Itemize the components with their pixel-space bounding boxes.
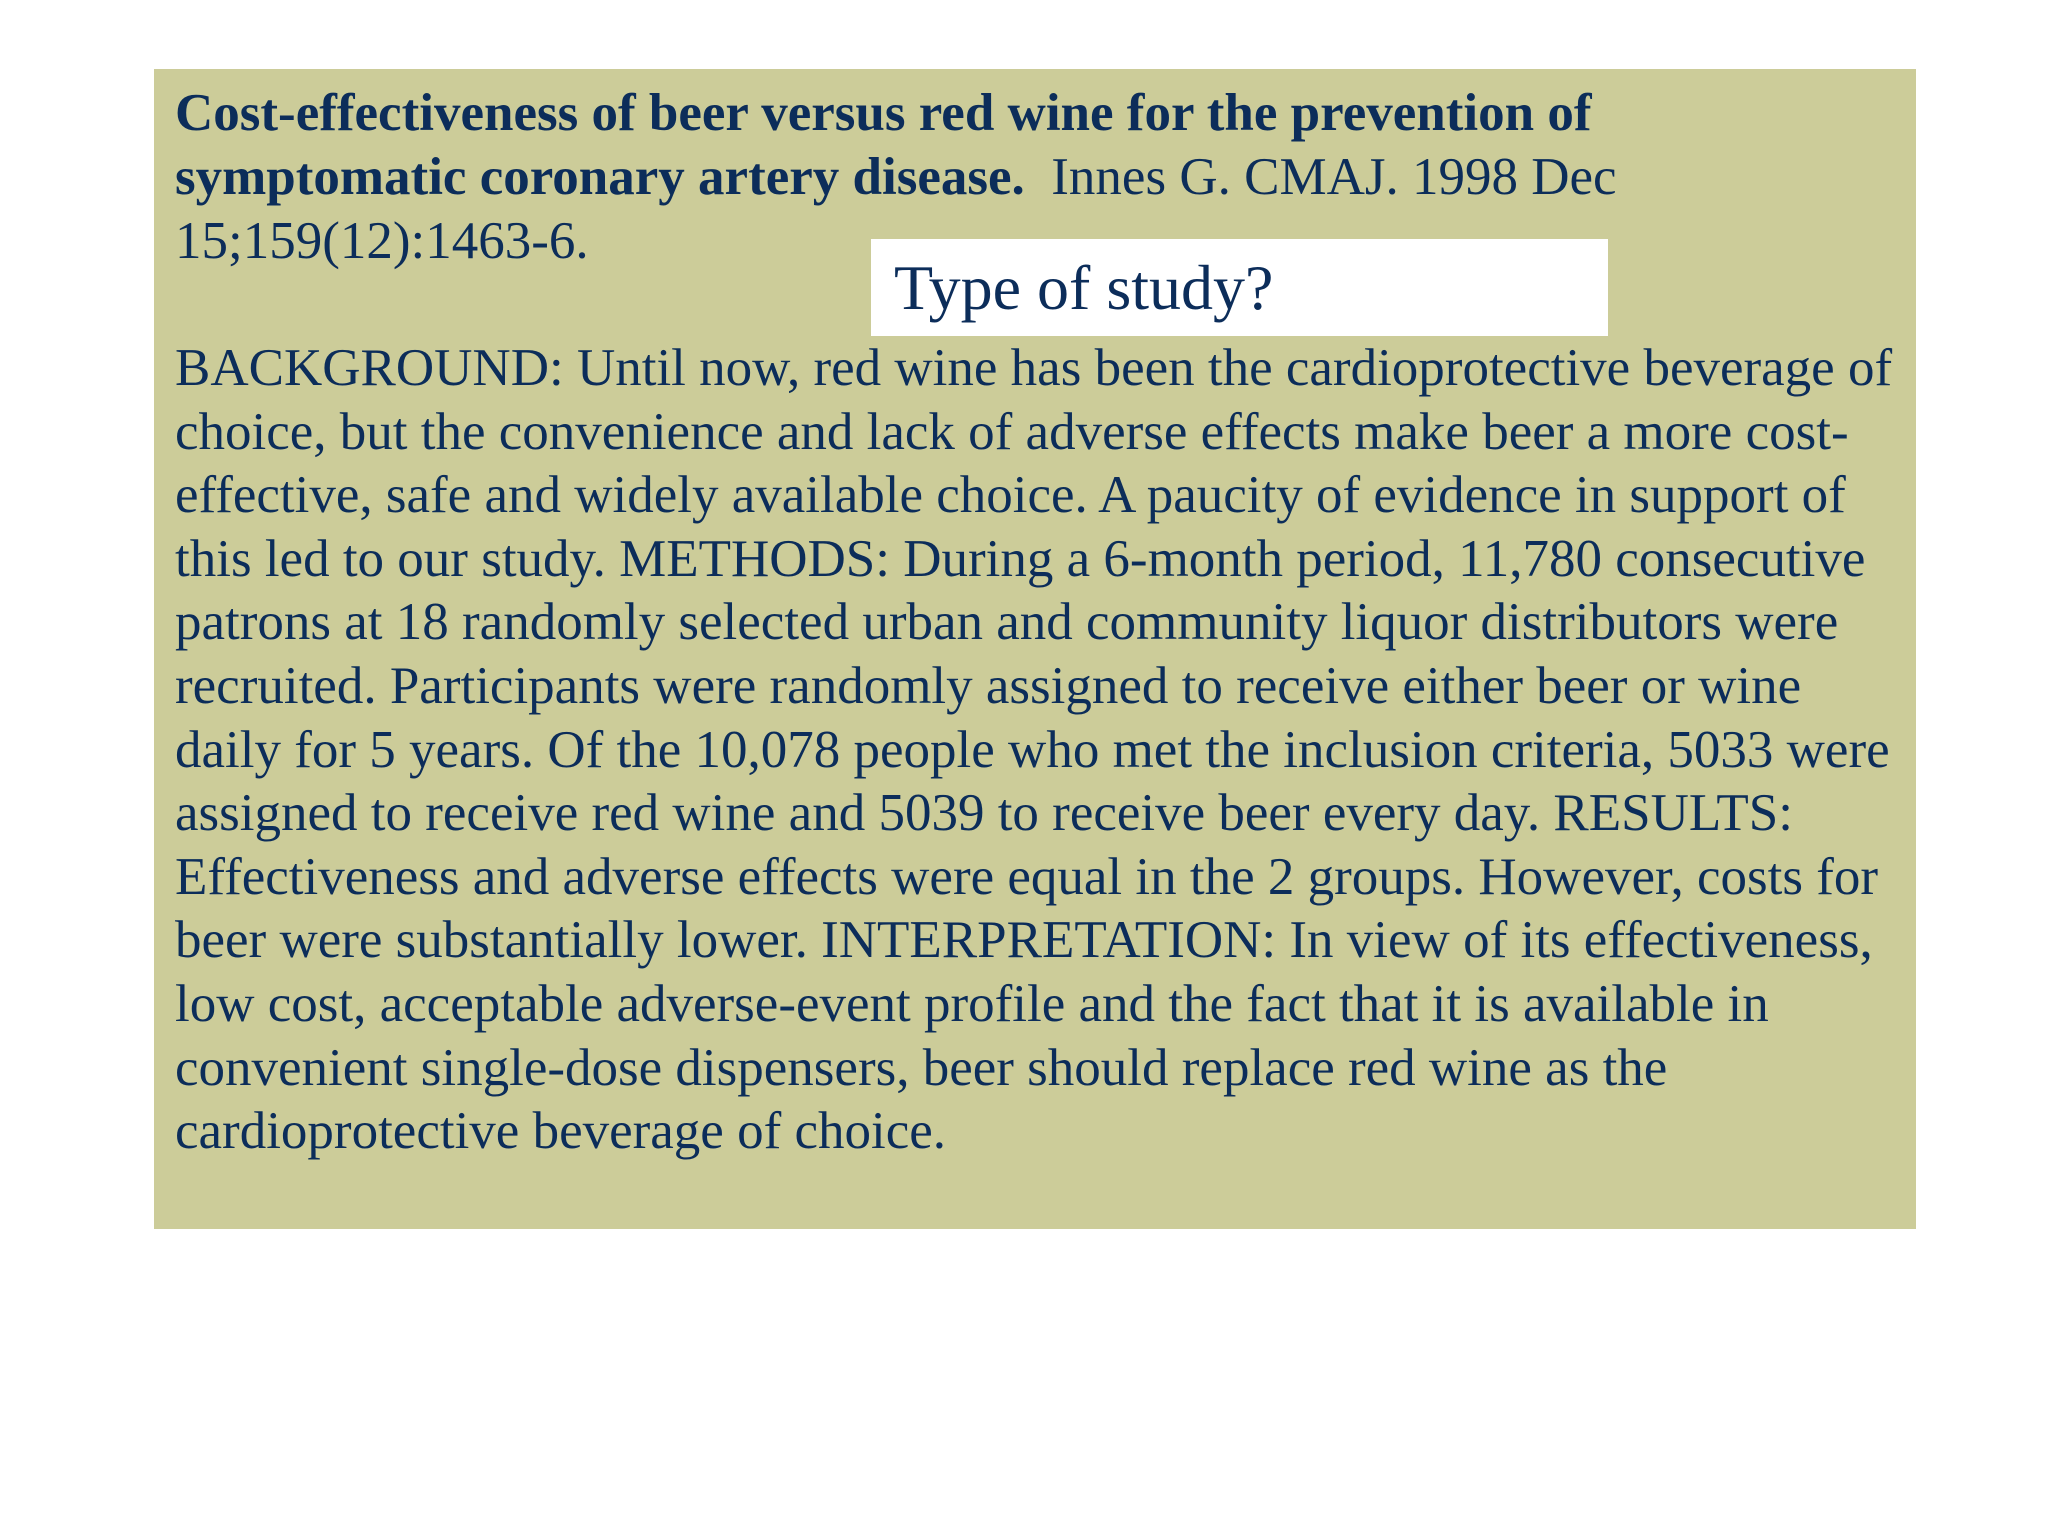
study-type-question: Type of study? (871, 239, 1608, 336)
abstract-body: BACKGROUND: Until now, red wine has been the cardioprotective beverage of choice, but the convenience and lack of adverse effects make beer a more cost-effective, safe and widely available choice. A paucity of evidence in support of this led to our study. METHODS: During a 6-month period, 11,780 consecutive patrons at 18 randomly selected urban and community liquor distributors were recruited. Participants were randomly assigned to receive either beer or wine daily for 5 years. Of the 10,078 people who met the inclusion criteria, 5033 were assigned to receive red wine and 5039 to receive beer every day. RESULTS: Effectiveness and adverse effects were equal in the 2 groups. However, costs for beer were substantially lower. INTERPRETATION: In view of its effectiveness, low cost, acceptable adverse-event profile and the fact that it is available in convenient single-dose dispensers, beer should replace red wine as the cardioprotective beverage of choice. (175, 339, 1893, 1161)
article-reference: Innes G. CMAJ. 1998 Dec 15;159(12):1463-6. (175, 148, 1617, 270)
article-title: Cost-effectiveness of beer versus red wine for the prevention of symptomatic coronary artery disease. (175, 84, 1592, 206)
